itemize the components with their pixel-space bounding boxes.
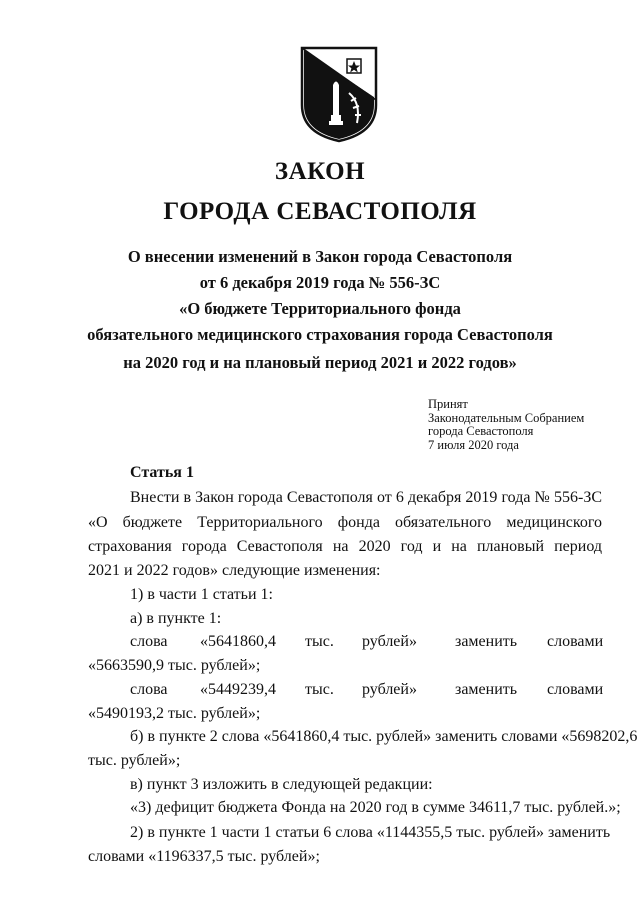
law-title: ЗАКОН xyxy=(274,158,366,185)
body-text-word: заменить xyxy=(455,681,518,698)
article-title: Статья 1 xyxy=(130,464,194,481)
adoption-note-line: города Севастополя xyxy=(428,424,534,438)
body-text-line: Внести в Закон города Севастополя от 6 декабря 2019 года № 556-ЗС xyxy=(130,489,602,506)
body-text-word: слова xyxy=(130,681,168,698)
adoption-note-line: Законодательным Собранием xyxy=(428,410,585,425)
body-text-word: «5449239,4 xyxy=(200,681,276,698)
body-text-line: «О бюджете Территориального фонда обязательного медицинского xyxy=(88,514,602,531)
body-text-word: тыс. xyxy=(305,633,334,650)
body-text-line: «5490193,2 тыс. рублей»; xyxy=(88,705,261,722)
body-text-word: рублей» xyxy=(362,681,417,698)
body-text-line: а) в пункте 1: xyxy=(130,610,222,627)
body-text-line: 2) в пункте 1 части 1 статьи 6 слова «1144355,5 тыс. рублей» заменить xyxy=(130,824,611,841)
law-city-title: ГОРОДА СЕВАСТОПОЛЯ xyxy=(163,198,477,225)
heading-line: О внесении изменений в Закон города Севастополя xyxy=(127,247,513,266)
body-text-line: в) пункт 3 изложить в следующей редакции: xyxy=(130,776,433,793)
body-text-line: тыс. рублей»; xyxy=(88,752,181,769)
adoption-date: 7 июля 2020 года xyxy=(428,437,519,452)
heading-line: обязательного медицинского страхования города Севастополя xyxy=(87,325,553,344)
body-text-word: словами xyxy=(547,681,604,698)
heading-line: на 2020 год и на плановый период 2021 и 2022 годов» xyxy=(123,353,517,372)
body-text-line: 1) в части 1 статьи 1: xyxy=(130,586,273,603)
heading-line: от 6 декабря 2019 года № 556-ЗС xyxy=(199,273,441,292)
body-text-word: слова xyxy=(130,633,168,650)
body-text-line: словами «1196337,5 тыс. рублей»; xyxy=(88,848,320,865)
body-text-word: заменить xyxy=(455,633,518,650)
body-text-line: «3) дефицит бюджета Фонда на 2020 год в сумме 34611,7 тыс. рублей.»; xyxy=(130,799,621,816)
body-text-word: «5641860,4 xyxy=(200,633,276,650)
body-text-line: б) в пункте 2 слова «5641860,4 тыс. рублей» заменить словами «5698202,6 xyxy=(130,728,638,745)
body-text-word: рублей» xyxy=(362,633,417,650)
body-text-word: тыс. xyxy=(305,681,334,698)
adoption-note-line: Принят xyxy=(428,397,468,411)
heading-line: «О бюджете Территориального фонда xyxy=(179,299,461,318)
body-text-word: словами xyxy=(547,633,604,650)
body-text-line: 2021 и 2022 годов» следующие изменения: xyxy=(88,562,381,579)
coat-of-arms-emblem xyxy=(299,45,379,143)
body-text-line: страхования города Севастополя на 2020 год и на плановый период xyxy=(88,538,602,555)
adoption-note xyxy=(428,398,584,452)
body-text-line: «5663590,9 тыс. рублей»; xyxy=(88,657,261,674)
